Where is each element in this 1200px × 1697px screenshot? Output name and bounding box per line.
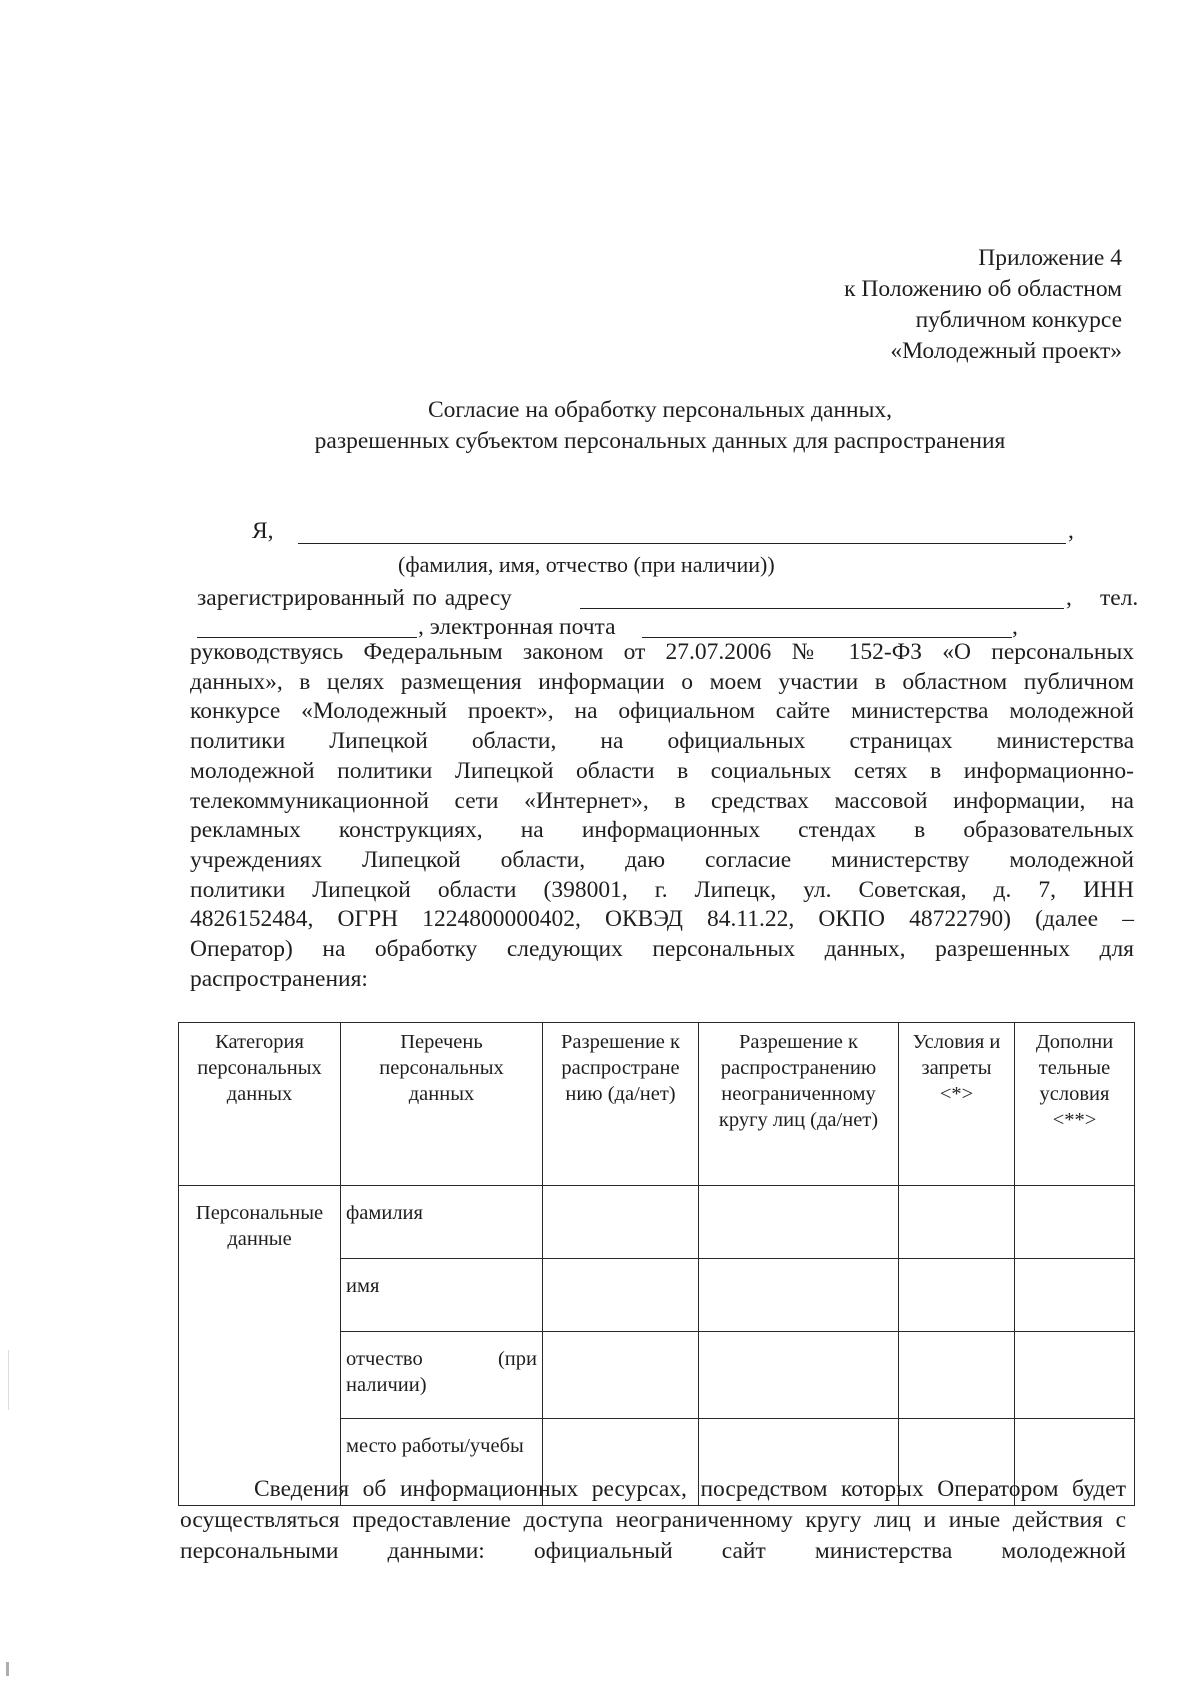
body-line: политики Липецкой области, на официальных страницах министерства [190,728,1134,755]
document-title [180,395,1140,457]
header-unlimited-permission: Разрешение к распространению неограниченному кругу лиц (да/нет) [699,1023,899,1186]
ya-label: Я, [252,518,274,544]
appendix-line-2: к Положению об областном [844,276,1122,302]
permission-cell[interactable] [543,1332,699,1419]
table-header-row [179,1023,1135,1186]
body-line: 4826152484, ОГРН 1224800000402, ОКВЭД 84.11.22, ОКПО 48722790) (далее – [190,906,1134,933]
body-line: телекоммуникационной сети «Интернет», в средствах массовой информации, на [190,787,1134,814]
item-cell: место работы/учебы [341,1419,543,1506]
additional-conditions-cell[interactable] [1015,1332,1135,1419]
header-additional-conditions: Дополни тельные условия <**> [1015,1023,1135,1186]
unlimited-permission-cell[interactable] [699,1259,899,1332]
table-row [179,1186,1135,1259]
header-permission: Разрешение к распростране нию (да/нет) [543,1023,699,1186]
item-cell: фамилия [341,1186,543,1259]
phone-label: тел. [1100,585,1139,611]
appendix-line-1: Приложение 4 [978,245,1122,271]
address-label: зарегистрированный по адресу [197,585,512,611]
appendix-line-3: публичном конкурсе [915,307,1122,333]
scan-mark [8,1350,9,1410]
personal-data-table [178,1022,1135,1506]
full-name-field[interactable] [298,543,1066,544]
additional-conditions-cell[interactable] [1015,1186,1135,1259]
body-line: политики Липецкой области (398001, г. Липецк, ул. Советская, д. 7, ИНН [190,876,1134,903]
unlimited-permission-cell[interactable] [699,1332,899,1419]
conditions-cell[interactable] [899,1186,1015,1259]
info-resources-paragraph: Сведения об информационных ресурсах, посредством которых Оператором будет осуществляться предоставление доступа неограниченному кругу лиц и иные действия с персональными данными: официальный сайт министерства молодежной [180,1476,1126,1564]
header-list: Перечень персональных данных [341,1023,543,1186]
email-label: , электронная почта [418,614,616,640]
permission-cell[interactable] [543,1259,699,1332]
body-line: учреждениях Липецкой области, даю согласие министерству молодежной [190,846,1134,873]
name-comma: , [1068,518,1074,544]
body-line: рекламных конструкциях, на информационных стендах в образовательных [190,817,1134,844]
item-cell [341,1332,543,1419]
item-cell: имя [341,1259,543,1332]
item-text: отчество (при наличии) [346,1348,537,1396]
body-line: данных», в целях размещения информации о моем участии в областном публичном [190,668,1134,695]
category-cell: Персональные данные [179,1186,341,1506]
body-line: молодежной политики Липецкой области в социальных сетях в информационно- [190,757,1134,784]
address-field[interactable] [580,608,1064,609]
address-comma: , [1066,585,1072,611]
permission-cell[interactable] [543,1186,699,1259]
header-category: Категория персональных данных [179,1023,341,1186]
body-line: распространения: [190,965,368,992]
appendix-header [844,243,1122,367]
additional-conditions-cell[interactable] [1015,1259,1135,1332]
title-line-2: разрешенных субъектом персональных данных для распространения [314,428,1006,454]
title-line-1: Согласие на обработку персональных данных, [427,397,893,423]
body-line: конкурсе «Молодежный проект», на официальном сайте министерства молодежной [190,698,1134,725]
name-caption: (фамилия, имя, отчество (при наличии)) [398,552,775,577]
unlimited-permission-cell[interactable] [699,1186,899,1259]
scan-mark [6,1662,9,1676]
header-conditions: Условия и запреты <*> [899,1023,1015,1186]
appendix-line-4: «Молодежный проект» [890,338,1122,364]
consent-body [190,638,1134,994]
conditions-cell[interactable] [899,1259,1015,1332]
body-line: Оператор) на обработку следующих персональных данных, разрешенных для [190,936,1134,963]
body-line: руководствуясь Федеральным законом от 27.07.2006 № 152-ФЗ «О персональных [190,639,1134,665]
conditions-cell[interactable] [899,1332,1015,1419]
email-comma: , [1012,614,1018,640]
